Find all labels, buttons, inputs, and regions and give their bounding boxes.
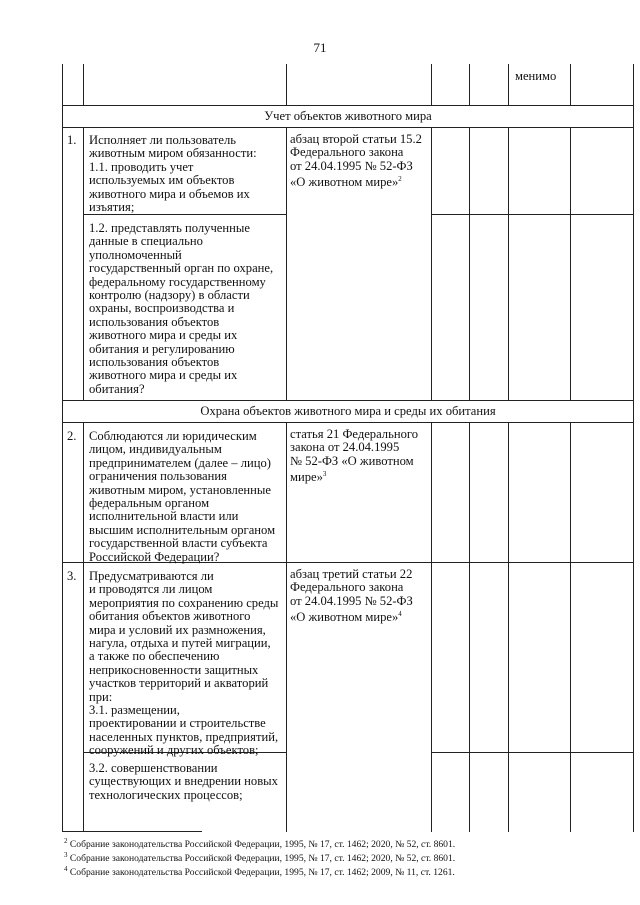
col-divider <box>83 127 84 400</box>
footnote <box>64 864 455 878</box>
col-divider <box>508 422 509 832</box>
col-divider <box>570 64 571 105</box>
footnote <box>64 836 455 850</box>
col-divider <box>431 422 432 832</box>
footnote-mark: 4 <box>64 865 68 873</box>
col-divider <box>570 127 571 400</box>
footnote <box>64 850 455 864</box>
col-divider <box>469 127 470 400</box>
footnote-separator <box>62 831 202 832</box>
question-text: Предусматриваются ли и проводятся ли лицом мероприятия по сохранению среды обитания объектов животного мира и условий их размножения, нагула, отдыха и путей миграции, а также по обеспечению неприкосновенности защитных участков территорий и акваторий при: 3.1. размещении, проектировании и строительстве населенных пунктов, предприятий, сооружений и других объектов; <box>89 569 279 758</box>
row-divider <box>62 400 634 401</box>
question-text: 3.2. совершенствовании существующих и внедрении новых технологических процессов; <box>89 761 278 802</box>
question-text: Исполняет ли пользователь животным миром обязанности: 1.1. проводить учет используемых им объектов животного мира и объемов их изъятия; <box>89 133 257 215</box>
col-divider <box>469 64 470 105</box>
legal-reference <box>290 133 422 190</box>
section-title: Охрана объектов животного мира и среды их обитания <box>200 404 496 418</box>
legal-reference-text: абзац третий статьи 22 Федерального закона от 24.04.1995 № 52-ФЗ «О животном мире» <box>290 567 413 625</box>
col-divider <box>286 127 287 400</box>
col-divider <box>83 422 84 832</box>
col-divider <box>431 127 432 400</box>
legal-reference-text: статья 21 Федерального закона от 24.04.1995 № 52-ФЗ «О животном мире» <box>290 427 419 485</box>
col-divider <box>570 422 571 832</box>
page-number: 71 <box>313 40 327 55</box>
footnote-text: Собрание законодательства Российской Федерации, 1995, № 17, ст. 1462; 2020, № 52, ст. 8601. <box>67 853 456 865</box>
row-divider <box>62 105 634 106</box>
section-title: Учет объектов животного мира <box>264 109 432 123</box>
footnote-text: Собрание законодательства Российской Федерации, 1995, № 17, ст. 1462; 2020, № 52, ст. 8601. <box>67 839 456 851</box>
legal-reference <box>290 428 418 485</box>
row-number: 3. <box>67 569 77 583</box>
question-text: 1.2. представлять полученные данные в специально уполномоченный государственный орган по охране, федеральному государственному контролю (надзору) в области охраны, воспроизводства и использования объектов животного мира и среды их обитания и регулированию использования объектов животного мира и среды их обитания? <box>89 221 274 396</box>
row-divider <box>62 422 634 423</box>
legal-reference-text: абзац второй статьи 15.2 Федерального закона от 24.04.1995 № 52-ФЗ «О животном мире» <box>290 132 422 190</box>
col-divider <box>286 64 287 105</box>
subrow-divider <box>431 752 633 753</box>
footnote-mark: 3 <box>322 470 327 479</box>
col-divider <box>469 422 470 832</box>
header-last-cell: менимо <box>515 69 557 83</box>
row-number: 1. <box>67 133 77 147</box>
col-divider <box>431 64 432 105</box>
legal-reference <box>290 568 413 625</box>
footnote-mark: 3 <box>64 851 68 859</box>
table-border-right <box>633 64 634 832</box>
row-divider <box>62 127 634 128</box>
row-number: 2. <box>67 429 77 443</box>
col-divider <box>508 127 509 400</box>
footnote-text: Собрание законодательства Российской Федерации, 1995, № 17, ст. 1462; 2009, № 11, ст. 1261. <box>67 867 455 879</box>
col-divider <box>508 64 509 105</box>
footnote-mark: 2 <box>64 837 68 845</box>
col-divider <box>286 422 287 832</box>
table-border-left <box>62 64 63 832</box>
footnote-mark: 4 <box>398 610 402 619</box>
question-text: Соблюдаются ли юридическим лицом, индивидуальным предпринимателем (далее – лицо) ограничения пользования животным миром, установленные федеральным органом исполнительной власти или высшим исполнительным органом государственной власти субъекта Российской Федерации? <box>89 429 276 564</box>
footnote-mark: 2 <box>398 175 402 184</box>
col-divider <box>83 64 84 105</box>
subrow-divider <box>431 214 633 215</box>
